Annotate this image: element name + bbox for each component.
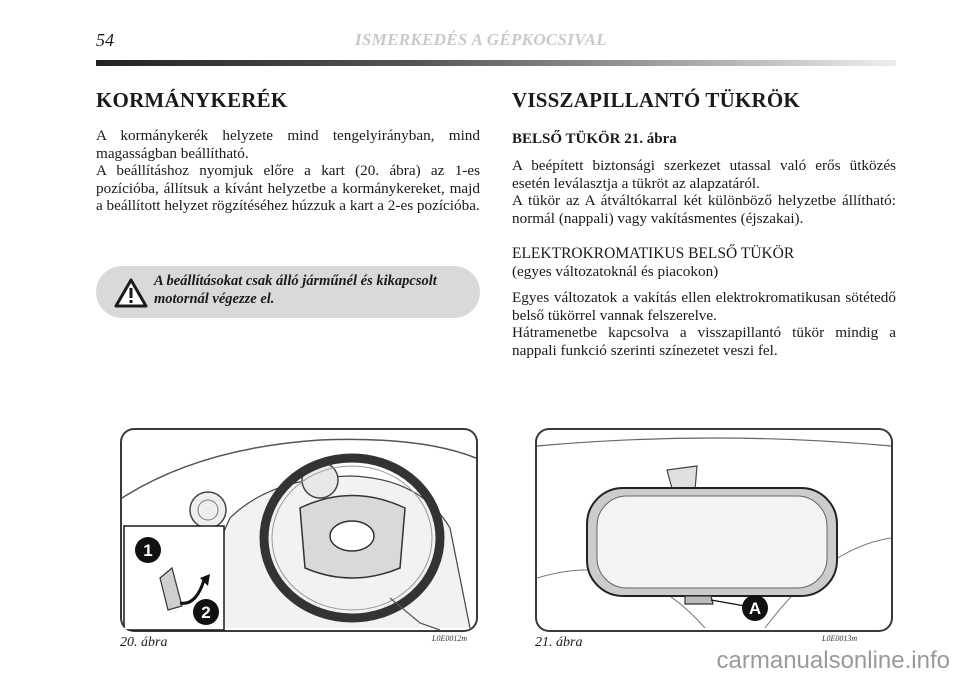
figure-caption: 21. ábra: [535, 635, 583, 650]
subheading-electrochromic-mirror: ELEKTROKROMATIKUS BELSŐ TÜKÖR: [512, 245, 795, 263]
figure-code: L0E0012m: [432, 634, 468, 643]
paragraph: A beépített biztonsági szerkezet utassal való erős ütközés esetén leválasztja a tükröt az alapzatáról.: [512, 157, 896, 192]
paragraph: Egyes változatok a vakítás ellen elektrokromatikusan sötétedő belső tükörrel vannak felszerelve.: [512, 288, 896, 324]
page-number: 54: [96, 30, 114, 50]
figure-code: L0E0013m: [822, 634, 858, 643]
figure-rearview-mirror: [535, 428, 893, 632]
subheading-interior-mirror: BELSŐ TÜKÖR 21. ábra: [512, 131, 677, 147]
paragraph: Hátramenetbe kapcsolva a visszapillantó tükör mindig a nappali funkció szerinti színezetet veszi fel.: [512, 324, 896, 359]
paragraph: A beállításhoz nyomjuk előre a kart (20. ábra) az 1-es pozícióba, állítsuk a kívánt helyzetbe a kormánykereket, majd a beállított helyzet rögzítéséhez húzzuk a kart a 2-es pozícióba.: [96, 162, 480, 215]
callout-a: A: [748, 599, 762, 618]
paragraph: A kormánykerék helyzete mind tengelyirányban, mind magasságban beállítható.: [96, 127, 480, 162]
header-rule: [96, 60, 896, 66]
watermark: carmanualsonline.info: [716, 647, 950, 674]
steering-wheel-illustration: [120, 428, 478, 632]
warning-text: A beállításokat csak álló járműnél és kikapcsolt motornál végezze el.: [154, 273, 437, 307]
left-column: [96, 88, 480, 215]
figure-caption: 20. ábra: [120, 635, 168, 650]
right-column: [512, 88, 896, 359]
figure-steering-adjustment: [120, 428, 478, 632]
section-title-mirrors: VISSZAPILLANTÓ TÜKRÖK: [512, 88, 800, 112]
callout-2: 2: [201, 603, 211, 622]
availability-note: (egyes változatoknál és piacokon): [512, 263, 719, 281]
section-title-steering-wheel: KORMÁNYKERÉK: [96, 88, 288, 112]
rearview-mirror-illustration: [535, 428, 893, 632]
warning-triangle-icon: [114, 278, 148, 308]
warning-box: [96, 266, 480, 318]
paragraph: A tükör az A átváltókarral két különböző helyzetbe állítható: normál (nappali) vagy vakításmentes (éjszakai).: [512, 192, 896, 227]
running-title: ISMERKEDÉS A GÉPKOCSIVAL: [355, 30, 607, 49]
callout-1: 1: [143, 541, 153, 560]
